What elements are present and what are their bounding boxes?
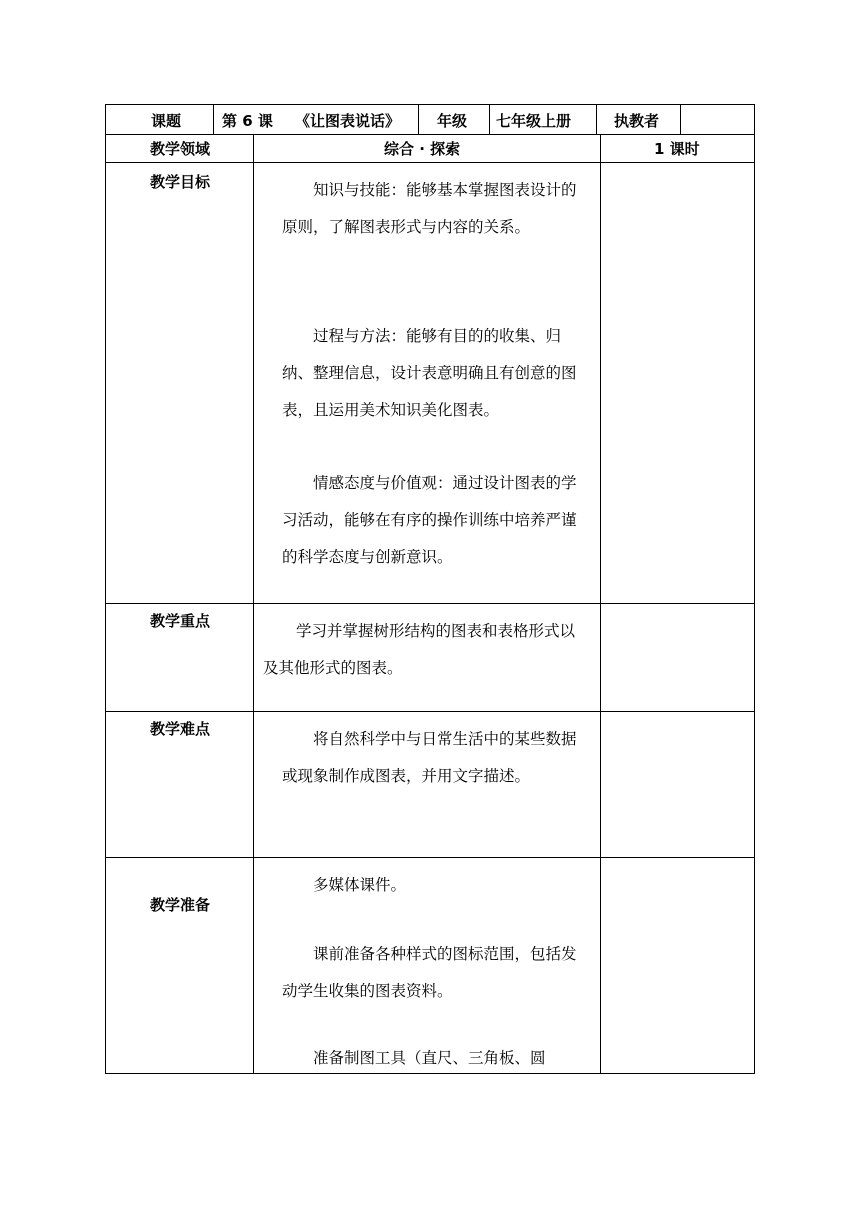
grade-label: 年级 — [437, 112, 468, 130]
preparation-item: 准备制图工具（直尺、三角板、圆 — [313, 1049, 546, 1067]
table-border-top — [105, 104, 755, 105]
class-hours: 1 课时 — [654, 140, 700, 158]
row-divider — [105, 711, 755, 712]
row-divider — [105, 162, 755, 163]
difficulties-label: 教学难点 — [150, 720, 211, 738]
objective-process: 过程与方法：能够有目的的收集、归纳、整理信息，设计表意明确且有创意的图表，且运用美术知识美化图表。 — [282, 327, 577, 419]
preparation-item: 多媒体课件。 — [313, 876, 407, 894]
objective-emotion: 情感态度与价值观：通过设计图表的学习活动，能够在有序的操作训练中培养严谨的科学态度与创新意识。 — [282, 474, 577, 566]
table-border-left — [105, 104, 106, 1074]
col-divider — [596, 104, 597, 134]
objectives-label: 教学目标 — [150, 173, 211, 191]
col-divider — [253, 134, 254, 1074]
preparation-label: 教学准备 — [150, 896, 211, 914]
lesson-number: 第 6 课 — [222, 112, 273, 130]
table-border-right — [754, 104, 755, 1074]
col-divider — [680, 104, 681, 134]
difficulties-text: 将自然科学中与日常生活中的某些数据或现象制作成图表，并用文字描述。 — [282, 730, 577, 785]
grade-value: 七年级上册 — [496, 112, 572, 130]
col-divider — [213, 104, 214, 134]
row-divider — [105, 857, 755, 858]
key-points-text: 学习并掌握树形结构的图表和表格形式以及其他形式的图表。 — [263, 622, 576, 677]
col-divider — [418, 104, 419, 134]
col-divider — [600, 134, 601, 1074]
lesson-label: 课题 — [151, 112, 182, 130]
row-divider — [105, 134, 755, 135]
objective-knowledge: 知识与技能：能够基本掌握图表设计的原则，了解图表形式与内容的关系。 — [282, 181, 577, 236]
domain-label: 教学领域 — [150, 140, 211, 158]
domain-value: 综合 · 探索 — [384, 140, 461, 158]
row-divider — [105, 603, 755, 604]
key-points-label: 教学重点 — [150, 612, 211, 630]
preparation-item: 课前准备各种样式的图标范围，包括发动学生收集的图表资料。 — [282, 945, 577, 1000]
lesson-title: 《让图表说话》 — [295, 112, 401, 130]
teacher-label: 执教者 — [614, 112, 660, 130]
col-divider — [489, 104, 490, 134]
